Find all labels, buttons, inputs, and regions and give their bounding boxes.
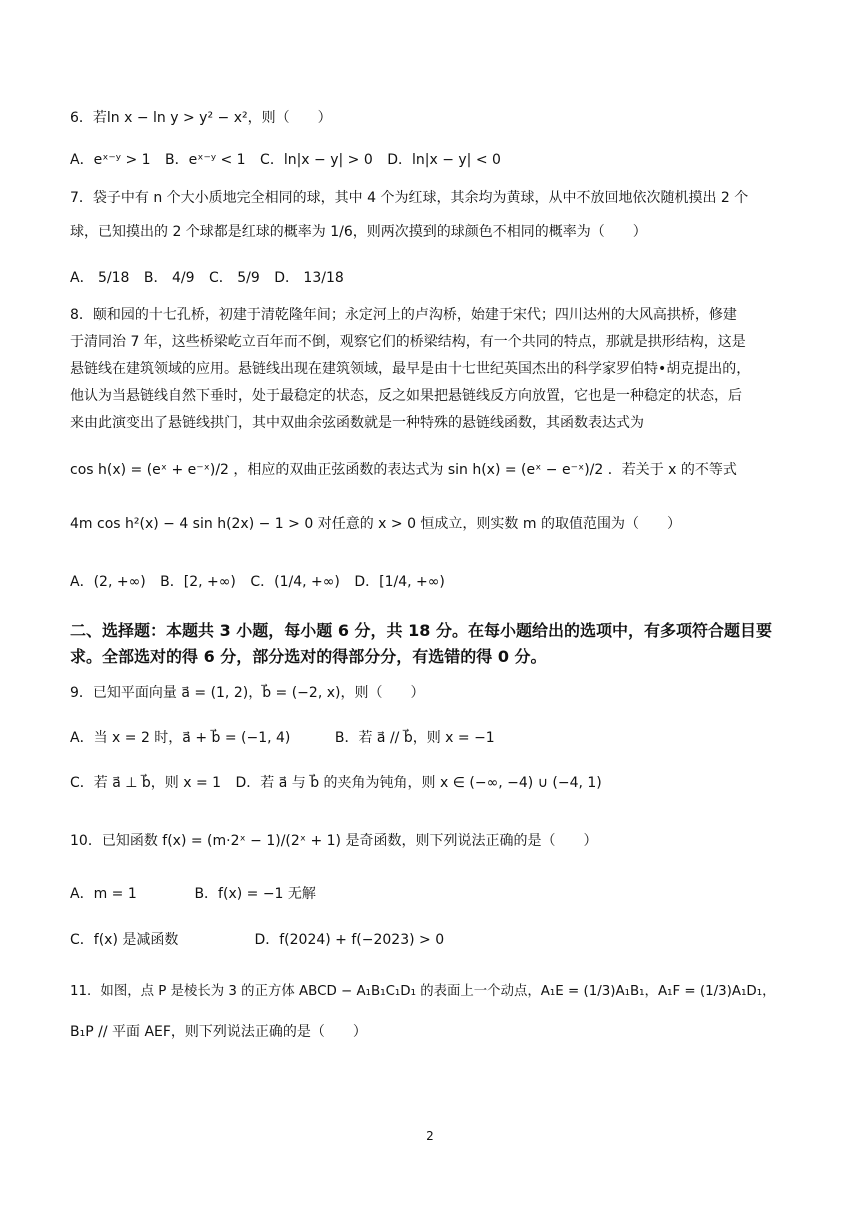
q8-option-c: C．(1/4, +∞) <box>250 574 340 590</box>
q7-option-b: B． 4/9 <box>143 270 195 286</box>
q9-options-ab <box>70 728 790 748</box>
q8-line-6: cos h(x) = (eˣ + e⁻ˣ)/2 ，相应的双曲正弦函数的表达式为 sin h(x) = (eˣ − e⁻ˣ)/2 ．若关于 x 的不等式 <box>70 462 737 478</box>
q7-options <box>70 268 790 288</box>
q8-option-a: A．(2, +∞) <box>70 574 146 590</box>
page-number: 2 <box>426 1129 434 1143</box>
section-heading: 二、选择题：本题共 3 小题，每小题 6 分，共 18 分。在每小题给出的选项中，有多项符合题目要求。全部选对的得 6 分，部分选对的得部分分，有选错的得 0 分。 <box>70 621 772 666</box>
q11-stem-line2: B₁P // 平面 AEF，则下列说法正确的是（ ） <box>70 1024 367 1040</box>
q8-line-5: 来由此演变出了悬链线拱门，其中双曲余弦函数就是一种特殊的悬链线函数，其函数表达式为 <box>70 415 644 431</box>
q8-line-2: 于清同治 7 年，这些桥梁屹立百年而不倒，观察它们的桥梁结构，有一个共同的特点，那就是拱形结构，这是 <box>70 334 746 350</box>
q7-option-d: D． 13/18 <box>274 270 344 286</box>
q8-line-1: 8．颐和园的十七孔桥，初建于清乾隆年间；永定河上的卢沟桥，始建于宋代；四川达州的大风高拱桥，修建 <box>70 307 737 323</box>
q10-stem: 10．已知函数 f(x) = (m·2ˣ − 1)/(2ˣ + 1) 是奇函数，则下列说法正确的是（ ） <box>70 833 598 849</box>
q8-option-d: D．[1/4, +∞) <box>354 574 445 590</box>
q9-option-c: C．若 a⃗ ⊥ b⃗，则 x = 1 <box>70 775 222 791</box>
q9-option-a: A．当 x = 2 时，a⃗ + b⃗ = (−1, 4) <box>70 730 291 746</box>
q9-options-cd <box>70 773 790 793</box>
q7-option-c: C． 5/9 <box>208 270 260 286</box>
q10-option-c: C．f(x) 是减函数 <box>70 932 179 948</box>
q11-stem-line1: 11．如图，点 P 是棱长为 3 的正方体 ABCD − A₁B₁C₁D₁ 的表面上一个动点，A₁E = (1/3)A₁B₁，A₁F = (1/3)A₁D₁， <box>70 984 776 999</box>
q6-option-d: D．ln|x − y| < 0 <box>387 152 501 168</box>
q8-option-b: B．[2, +∞) <box>160 574 236 590</box>
q10-option-d: D．f(2024) + f(−2023) > 0 <box>254 932 445 948</box>
q8-options <box>70 572 790 592</box>
q8-line-4: 他认为当悬链线自然下垂时，处于最稳定的状态，反之如果把悬链线反方向放置，它也是一种稳定的状态，后 <box>70 388 742 404</box>
q7-stem-line2: 球，已知摸出的 2 个球都是红球的概率为 1/6，则两次摸到的球颜色不相同的概率为（ ） <box>70 224 647 240</box>
q8-line-7: 4m cos h²(x) − 4 sin h(2x) − 1 > 0 对任意的 x > 0 恒成立，则实数 m 的取值范围为（ ） <box>70 516 681 532</box>
q7-option-a: A． 5/18 <box>70 270 130 286</box>
q6-options <box>70 150 790 170</box>
q6-stem: 6．若ln x − ln y > y² − x²，则（ ） <box>70 110 332 126</box>
q10-option-a: A．m = 1 <box>70 886 137 902</box>
q9-option-d: D．若 a⃗ 与 b⃗ 的夹角为钝角，则 x ∈ (−∞, −4) ∪ (−4, 1) <box>235 775 602 791</box>
q6-option-b: B．eˣ⁻ʸ < 1 <box>165 152 246 168</box>
q10-options-ab <box>70 884 790 904</box>
q6-option-c: C．ln|x − y| > 0 <box>260 152 373 168</box>
q10-options-cd <box>70 930 790 950</box>
q7-stem-line1: 7．袋子中有 n 个大小质地完全相同的球，其中 4 个为红球，其余均为黄球，从中不放回地依次随机摸出 2 个 <box>70 190 749 206</box>
q10-option-b: B．f(x) = −1 无解 <box>194 886 316 902</box>
q8-line-3: 悬链线在建筑领域的应用。悬链线出现在建筑领域，最早是由十七世纪英国杰出的科学家罗伯特•胡克提出的， <box>70 361 751 377</box>
q6-option-a: A．eˣ⁻ʸ > 1 <box>70 152 151 168</box>
q9-stem: 9．已知平面向量 a⃗ = (1, 2)，b⃗ = (−2, x)，则（ ） <box>70 685 425 701</box>
q9-option-b: B．若 a⃗ // b⃗，则 x = −1 <box>334 730 495 746</box>
